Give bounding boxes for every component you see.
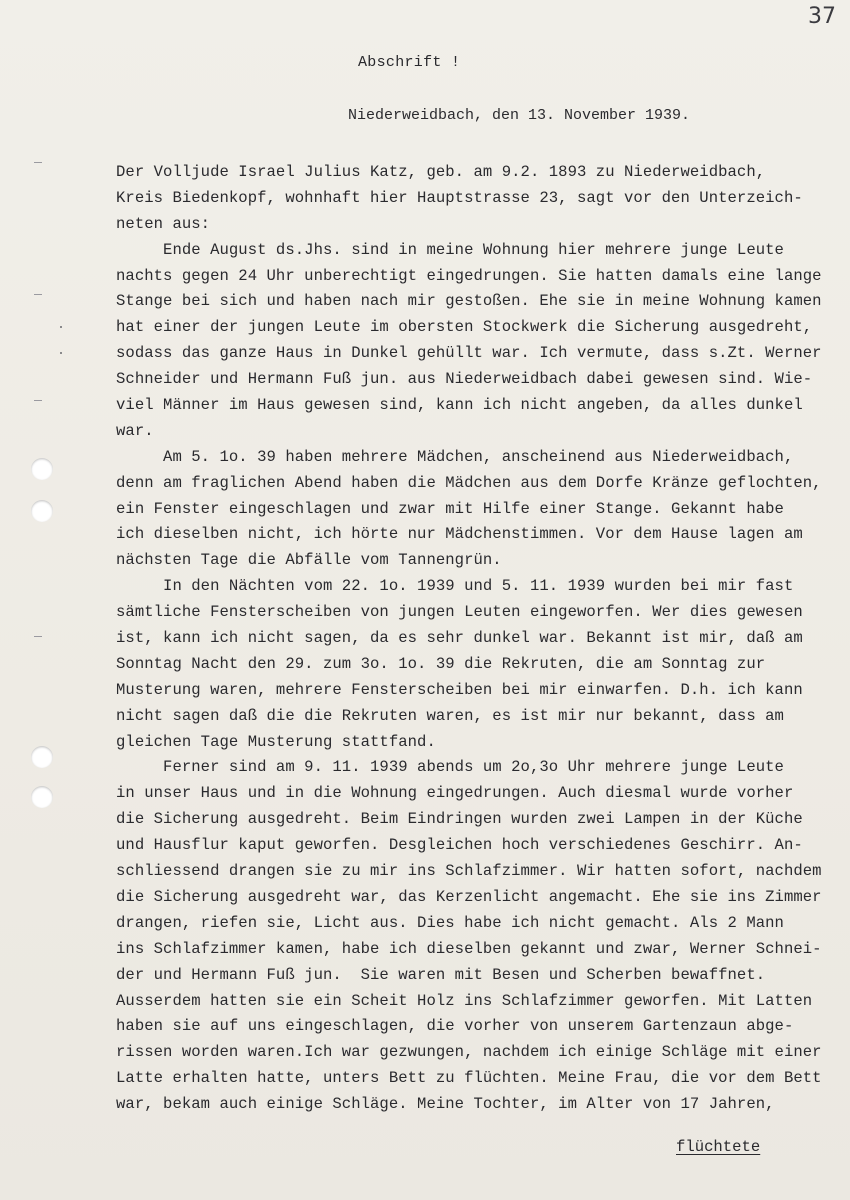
text-line: ist, kann ich nicht sagen, da es sehr dunkel war. Bekannt ist mir, daß am [116, 629, 803, 648]
place-date-line: Niederweidbach, den 13. November 1939. [348, 107, 691, 124]
text-line: die Sicherung ausgedreht war, das Kerzenlicht angemacht. Ehe sie ins Zimmer [116, 887, 822, 906]
margin-mark [34, 400, 42, 401]
catchword: flüchtete [676, 1138, 761, 1156]
text-line: Der Volljude Israel Julius Katz, geb. am 9.2. 1893 zu Niederweidbach, [116, 163, 766, 181]
text-line: viel Männer im Haus gewesen sind, kann ich nicht angeben, da alles dunkel [116, 396, 803, 415]
text-line: drangen, riefen sie, Licht aus. Dies habe ich nicht gemacht. Als 2 Mann [116, 913, 784, 932]
text-line: sämtliche Fensterscheiben von jungen Leuten eingeworfen. Wer dies gewesen [116, 603, 803, 622]
text-line: In den Nächten vom 22. 1o. 1939 und 5. 11. 1939 wurden bei mir fast [116, 577, 794, 596]
text-line: hat einer der jungen Leute im obersten Stockwerk die Sicherung ausgedreht, [116, 318, 813, 337]
text-line: denn am fraglichen Abend haben die Mädchen aus dem Dorfe Kränze geflochten, [116, 473, 822, 492]
statement-body [116, 160, 832, 1118]
document-heading: Abschrift ! [358, 54, 461, 71]
text-line: in unser Haus und in die Wohnung eingedrungen. Auch diesmal wurde vorher [116, 784, 794, 803]
margin-mark [34, 636, 42, 637]
text-line: war, bekam auch einige Schläge. Meine Tochter, im Alter von 17 Jahren, [116, 1095, 775, 1114]
text-line: rissen worden waren.Ich war gezwungen, nachdem ich einige Schläge mit einer [116, 1043, 822, 1062]
text-line: Ferner sind am 9. 11. 1939 abends um 2o,3o Uhr mehrere junge Leute [116, 758, 784, 777]
text-line: nachts gegen 24 Uhr unberechtigt eingedrungen. Sie hatten damals eine lange [116, 266, 822, 285]
margin-mark [34, 294, 42, 295]
text-line: der und Hermann Fuß jun. Sie waren mit Besen und Scherben bewaffnet. [116, 965, 766, 984]
margin-mark [34, 162, 42, 163]
text-line: schliessend drangen sie zu mir ins Schlafzimmer. Wir hatten sofort, nachdem [116, 862, 822, 881]
margin-mark [60, 352, 62, 354]
margin-mark [60, 326, 62, 328]
page-number: 37 [808, 4, 836, 29]
text-line: ich dieselben nicht, ich hörte nur Mädchenstimmen. Vor dem Hause lagen am [116, 525, 803, 544]
text-line: ein Fenster eingeschlagen und zwar mit Hilfe einer Stange. Gekannt habe [116, 499, 784, 518]
text-line: Kreis Biedenkopf, wohnhaft hier Hauptstrasse 23, sagt vor den Unterzeich- [116, 188, 803, 207]
punch-hole [31, 500, 53, 522]
text-line: Ausserdem hatten sie ein Scheit Holz ins Schlafzimmer geworfen. Mit Latten [116, 991, 813, 1010]
punch-hole [31, 786, 53, 808]
text-line: gleichen Tage Musterung stattfand. [116, 732, 436, 751]
text-line: haben sie auf uns eingeschlagen, die vorher von unserem Gartenzaun abge- [116, 1017, 794, 1036]
text-line: Ende August ds.Jhs. sind in meine Wohnung hier mehrere junge Leute [116, 240, 784, 259]
text-line: Sonntag Nacht den 29. zum 3o. 1o. 39 die Rekruten, die am Sonntag zur [116, 654, 766, 673]
text-line: nicht sagen daß die die Rekruten waren, es ist mir nur bekannt, dass am [116, 706, 784, 725]
text-line: nächsten Tage die Abfälle vom Tannengrün. [116, 551, 502, 570]
text-line: Musterung waren, mehrere Fensterscheiben bei mir einwarfen. D.h. ich kann [116, 680, 803, 699]
punch-hole [31, 458, 53, 480]
text-line: sodass das ganze Haus in Dunkel gehüllt war. Ich vermute, dass s.Zt. Werner [116, 344, 822, 363]
text-line: ins Schlafzimmer kamen, habe ich dieselben gekannt und zwar, Werner Schnei- [116, 939, 822, 958]
text-line: Latte erhalten hatte, unters Bett zu flüchten. Meine Frau, die vor dem Bett [116, 1069, 822, 1088]
text-line: Schneider und Hermann Fuß jun. aus Niederweidbach dabei gewesen sind. Wie- [116, 370, 813, 389]
text-line: und Hausflur kaput geworfen. Desgleichen hoch verschiedenes Geschirr. An- [116, 836, 803, 855]
text-line: neten aus: [116, 214, 211, 233]
punch-hole [31, 746, 53, 768]
text-line: war. [116, 421, 154, 440]
text-line: die Sicherung ausgedreht. Beim Eindringen wurden zwei Lampen in der Küche [116, 810, 803, 829]
text-line: Stange bei sich und haben nach mir gestoßen. Ehe sie in meine Wohnung kamen [116, 292, 822, 311]
text-line: Am 5. 1o. 39 haben mehrere Mädchen, anscheinend aus Niederweidbach, [116, 447, 794, 466]
